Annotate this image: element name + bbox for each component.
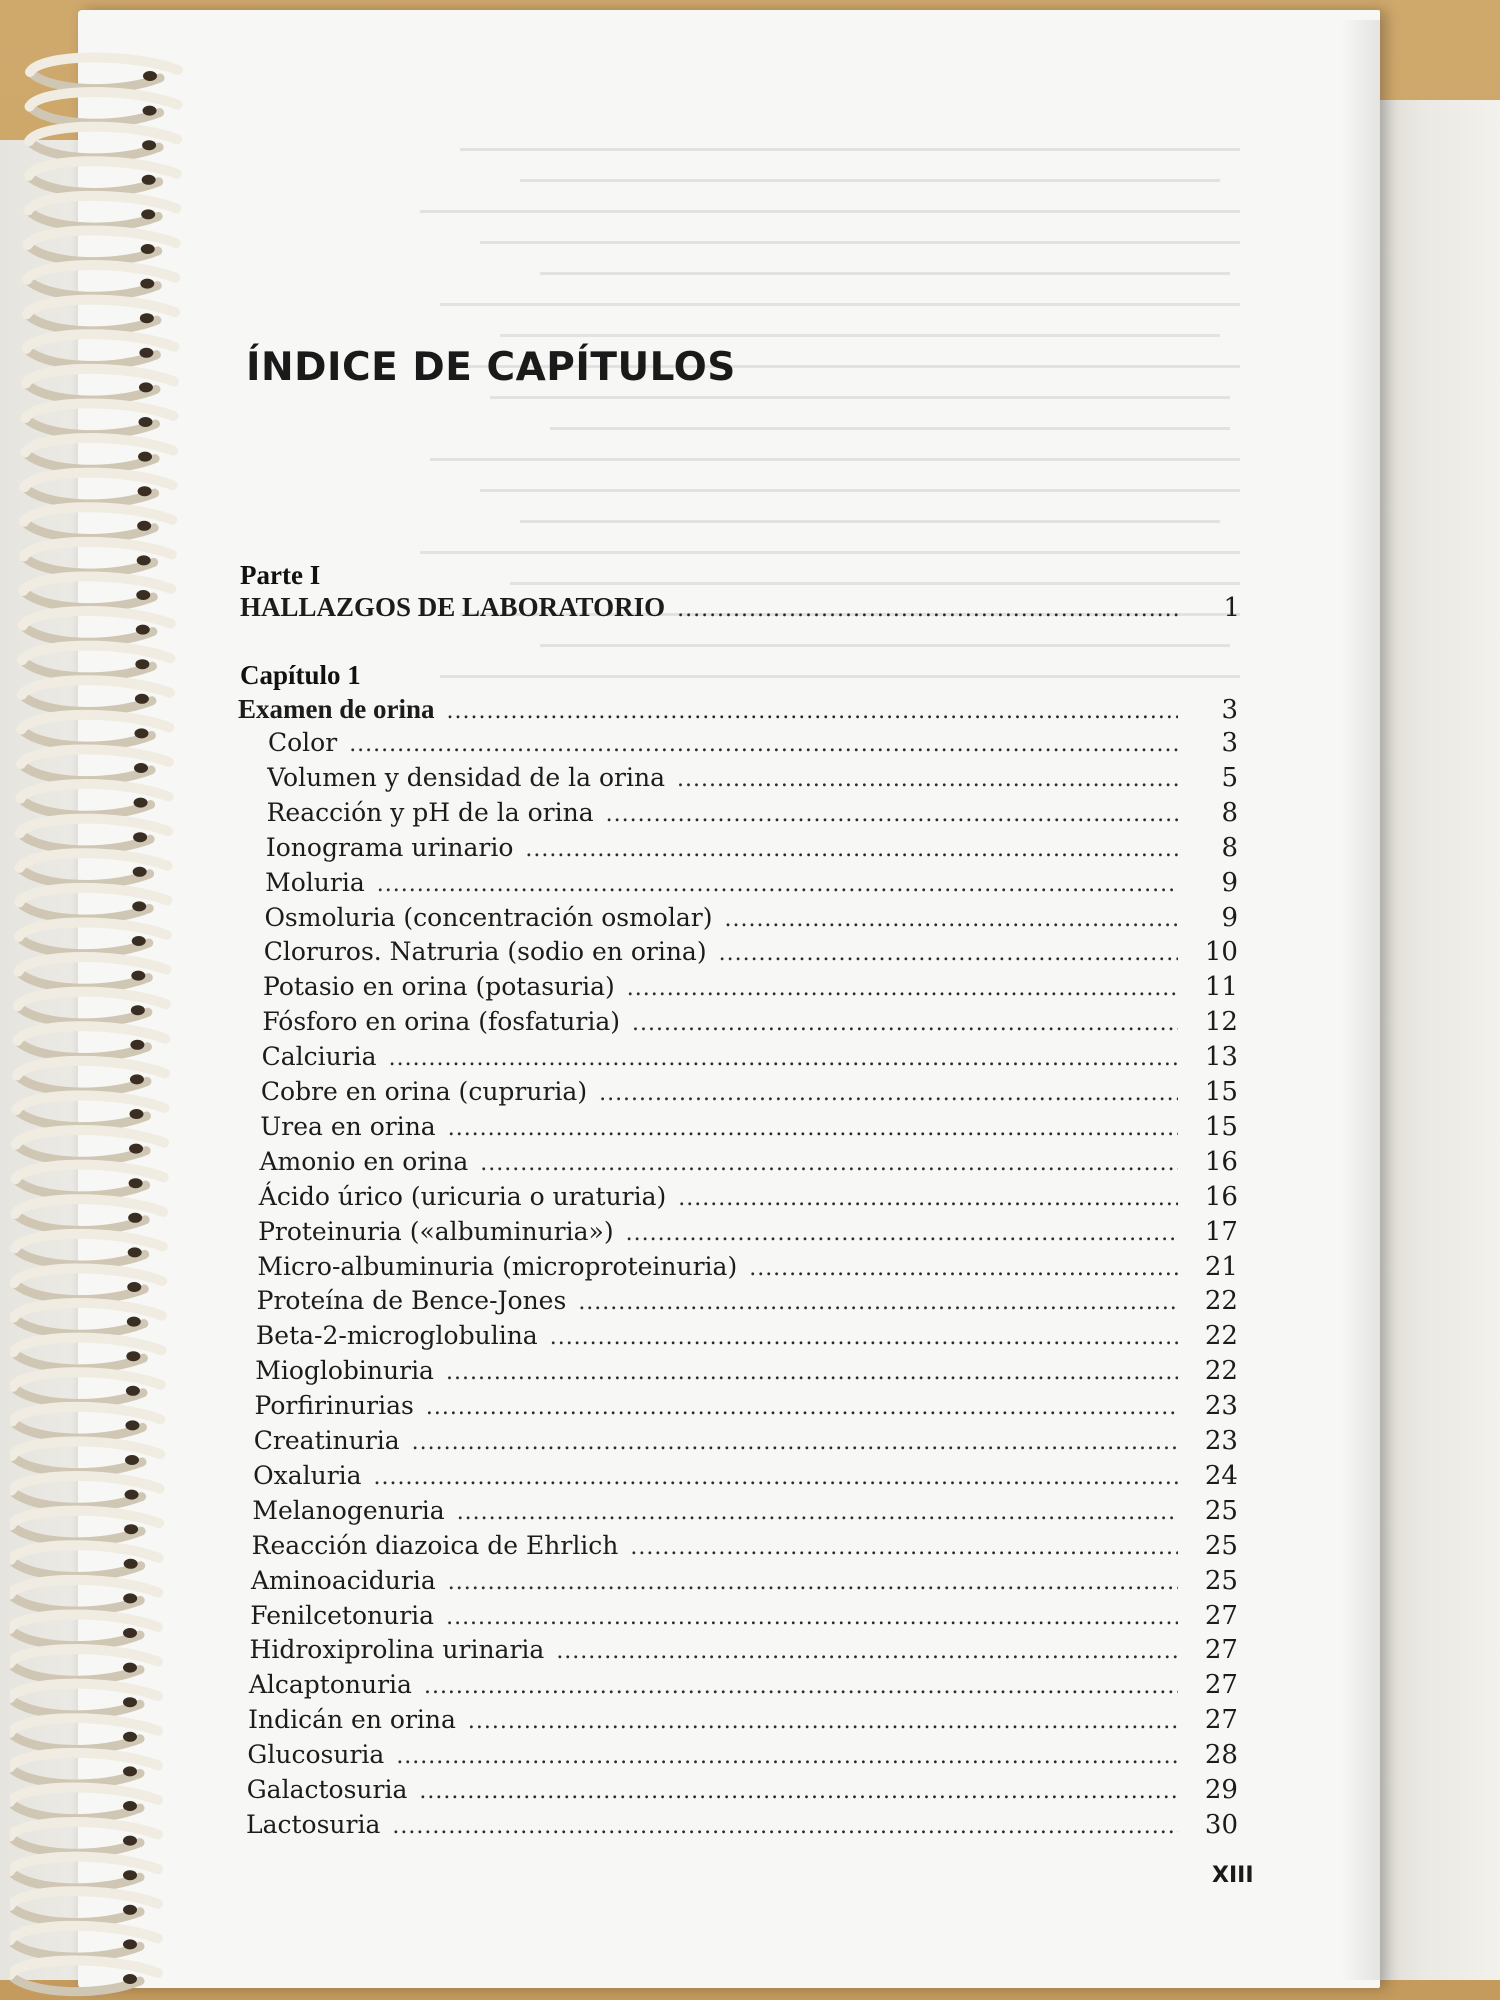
toc-entry-page: 9 bbox=[1221, 902, 1238, 933]
toc-entry[interactable] bbox=[252, 1531, 1238, 1561]
toc-entry-page: 25 bbox=[1204, 1565, 1238, 1596]
toc-entry-label: Ionograma urinario bbox=[265, 832, 514, 862]
leader-dots bbox=[446, 1607, 1178, 1629]
leader-dots bbox=[389, 1048, 1178, 1070]
part-entry[interactable] bbox=[240, 592, 1240, 623]
toc-entry-label: Reacción y pH de la orina bbox=[266, 797, 594, 827]
toc-entry[interactable] bbox=[253, 1461, 1238, 1491]
toc-entry-page: 29 bbox=[1204, 1775, 1238, 1805]
toc-entry-page: 9 bbox=[1221, 867, 1238, 898]
toc-entry-label: Porfirinurias bbox=[254, 1391, 414, 1421]
toc-entry-label: Amonio en orina bbox=[259, 1146, 469, 1176]
leader-dots bbox=[677, 599, 1180, 621]
toc-entry[interactable] bbox=[257, 1252, 1238, 1282]
leader-dots bbox=[677, 769, 1178, 791]
leader-dots bbox=[468, 1711, 1178, 1733]
toc-entry-page: 5 bbox=[1221, 762, 1238, 793]
toc-entry-page: 22 bbox=[1204, 1321, 1238, 1352]
toc-entry-page: 15 bbox=[1204, 1111, 1238, 1142]
toc-entry-page: 16 bbox=[1204, 1181, 1238, 1212]
leader-dots bbox=[550, 1327, 1178, 1349]
toc-entry[interactable] bbox=[268, 728, 1238, 758]
toc-entry[interactable] bbox=[255, 1391, 1238, 1421]
toc-entry-label: Cobre en orina (cupruria) bbox=[260, 1077, 588, 1106]
toc-entry-label: Micro-albuminuria (microproteinuria) bbox=[257, 1251, 738, 1281]
toc-entry-label: Moluria bbox=[265, 867, 365, 897]
leader-dots bbox=[448, 1572, 1178, 1594]
toc-entry[interactable] bbox=[247, 1775, 1238, 1805]
toc-entry-label: Cloruros. Natruria (sodio en orina) bbox=[263, 937, 707, 967]
toc-entry-label: Oxaluria bbox=[253, 1460, 362, 1490]
leader-dots bbox=[448, 1118, 1178, 1140]
toc-entry[interactable] bbox=[263, 972, 1238, 1002]
toc-entry[interactable] bbox=[255, 1356, 1238, 1386]
toc-entry-label: Alcaptonuria bbox=[248, 1670, 412, 1700]
leader-dots bbox=[412, 1432, 1178, 1454]
toc-entry-page: 11 bbox=[1204, 972, 1238, 1003]
toc-entry-page: 28 bbox=[1204, 1740, 1238, 1771]
page-title: ÍNDICE DE CAPÍTULOS bbox=[246, 345, 736, 390]
toc-entry[interactable] bbox=[262, 1007, 1238, 1037]
leader-dots bbox=[396, 1746, 1178, 1768]
toc-entry-page: 21 bbox=[1204, 1251, 1238, 1282]
toc-entry[interactable] bbox=[256, 1321, 1238, 1351]
toc-entry-page: 27 bbox=[1204, 1670, 1238, 1701]
toc-entry-label: Ácido úrico (uricuria o uraturia) bbox=[258, 1181, 667, 1211]
toc-entry[interactable] bbox=[260, 1112, 1238, 1142]
leader-dots bbox=[377, 874, 1178, 896]
toc-entry-page: 22 bbox=[1204, 1356, 1238, 1387]
toc-entry[interactable] bbox=[248, 1705, 1238, 1735]
leader-dots bbox=[374, 1467, 1178, 1489]
toc-entry[interactable] bbox=[261, 1077, 1238, 1107]
toc-entry-page: 27 bbox=[1204, 1600, 1238, 1631]
toc-entry-label: Osmoluria (concentración osmolar) bbox=[264, 902, 713, 932]
page-number: XIII bbox=[1212, 1863, 1254, 1888]
toc-entry-label: Fenilcetonuria bbox=[250, 1600, 435, 1630]
toc-entry-label: Hidroxiprolina urinaria bbox=[249, 1635, 545, 1665]
leader-dots bbox=[578, 1292, 1178, 1314]
leader-dots bbox=[446, 1362, 1178, 1384]
part-label: Parte I bbox=[240, 560, 321, 590]
toc-entry-label: Calciuria bbox=[261, 1042, 377, 1072]
toc-entry-page: 16 bbox=[1204, 1146, 1238, 1177]
chapter-entry[interactable] bbox=[238, 694, 1238, 725]
leader-dots bbox=[556, 1641, 1178, 1663]
toc-entry-label: Lactosuria bbox=[246, 1809, 381, 1839]
leader-dots bbox=[626, 1223, 1178, 1245]
toc-entry-label: Mioglobinuria bbox=[255, 1356, 434, 1386]
part-page: 1 bbox=[1223, 593, 1240, 623]
toc-entry[interactable] bbox=[249, 1670, 1238, 1700]
chapter-title: Examen de orina bbox=[238, 694, 435, 724]
toc-entry-label: Proteína de Bence-Jones bbox=[256, 1286, 567, 1316]
leader-dots bbox=[627, 978, 1178, 1000]
toc-entry-page: 24 bbox=[1204, 1460, 1238, 1491]
leader-dots bbox=[447, 701, 1178, 723]
toc-entry-page: 10 bbox=[1204, 937, 1238, 968]
leader-dots bbox=[678, 1188, 1178, 1210]
toc-entry-page: 23 bbox=[1204, 1391, 1238, 1422]
toc-entry[interactable] bbox=[266, 833, 1238, 863]
part-title: HALLAZGOS DE LABORATORIO bbox=[240, 592, 666, 622]
toc-entry-label: Urea en orina bbox=[260, 1111, 436, 1141]
toc-entry-label: Indicán en orina bbox=[248, 1705, 456, 1735]
toc-entry[interactable] bbox=[259, 1182, 1238, 1212]
toc-entry-label: Glucosuria bbox=[247, 1740, 385, 1770]
toc-entry[interactable] bbox=[265, 868, 1238, 898]
chapter-page: 3 bbox=[1221, 695, 1238, 725]
toc-entry[interactable] bbox=[262, 1042, 1238, 1072]
toc-entry-page: 23 bbox=[1204, 1426, 1238, 1456]
toc-entry-label: Reacción diazoica de Ehrlich bbox=[251, 1530, 619, 1560]
toc-entry-page: 8 bbox=[1221, 832, 1238, 863]
toc-entry-page: 8 bbox=[1221, 797, 1238, 828]
toc-entry-page: 13 bbox=[1204, 1042, 1238, 1073]
leader-dots bbox=[480, 1153, 1178, 1175]
toc-entry-page: 27 bbox=[1204, 1635, 1238, 1666]
toc-entry-label: Potasio en orina (potasuria) bbox=[263, 972, 615, 1002]
leader-dots bbox=[392, 1816, 1178, 1838]
leader-dots bbox=[719, 943, 1178, 965]
toc-entry[interactable] bbox=[250, 1601, 1238, 1631]
toc-entry[interactable] bbox=[246, 1810, 1238, 1840]
toc-entry[interactable] bbox=[264, 937, 1238, 967]
toc-entry-page: 27 bbox=[1204, 1705, 1238, 1736]
toc-entry-page: 17 bbox=[1204, 1216, 1238, 1247]
toc-entry-label: Color bbox=[268, 728, 338, 757]
toc-entry[interactable] bbox=[259, 1147, 1238, 1177]
toc-entry-label: Volumen y densidad de la orina bbox=[267, 762, 665, 792]
toc-entry-page: 12 bbox=[1204, 1007, 1238, 1038]
leader-dots bbox=[724, 909, 1178, 931]
leader-dots bbox=[419, 1781, 1178, 1803]
toc-entry-label: Fósforo en orina (fosfaturia) bbox=[262, 1007, 621, 1037]
toc-entry[interactable] bbox=[251, 1566, 1238, 1596]
leader-dots bbox=[349, 734, 1178, 756]
leader-dots bbox=[606, 804, 1178, 826]
toc-entry[interactable] bbox=[247, 1740, 1238, 1770]
toc-entry[interactable] bbox=[250, 1635, 1238, 1665]
toc-entry-page: 25 bbox=[1204, 1530, 1238, 1561]
toc-entry[interactable] bbox=[257, 1286, 1238, 1316]
leader-dots bbox=[599, 1083, 1178, 1105]
leader-dots bbox=[426, 1397, 1178, 1419]
leader-dots bbox=[424, 1676, 1178, 1698]
toc-entry-label: Melanogenuria bbox=[252, 1495, 445, 1525]
leader-dots bbox=[749, 1258, 1178, 1280]
toc-entry-page: 22 bbox=[1204, 1286, 1238, 1317]
toc-entry-page: 25 bbox=[1204, 1495, 1238, 1526]
leader-dots bbox=[525, 839, 1178, 861]
toc-entry-label: Proteinuria («albuminuria») bbox=[258, 1216, 614, 1246]
toc-entry-label: Creatinuria bbox=[253, 1426, 400, 1455]
toc-entry[interactable] bbox=[252, 1496, 1238, 1526]
toc-entry-label: Beta-2-microglobulina bbox=[255, 1321, 538, 1351]
leader-dots bbox=[630, 1537, 1178, 1559]
toc-entry[interactable] bbox=[258, 1217, 1238, 1247]
toc-entry[interactable] bbox=[267, 763, 1238, 793]
leader-dots bbox=[632, 1013, 1178, 1035]
toc-entry[interactable] bbox=[264, 903, 1238, 933]
toc-entry-page: 15 bbox=[1204, 1077, 1238, 1107]
toc-entry-label: Aminoaciduria bbox=[250, 1565, 436, 1595]
leader-dots bbox=[457, 1502, 1178, 1524]
toc-entry[interactable] bbox=[267, 798, 1238, 828]
toc-entry-page: 3 bbox=[1221, 728, 1238, 758]
toc-entry-page: 30 bbox=[1204, 1809, 1238, 1840]
chapter-label: Capítulo 1 bbox=[240, 660, 361, 690]
toc-entry-label: Galactosuria bbox=[246, 1775, 408, 1804]
toc-entry[interactable] bbox=[254, 1426, 1238, 1456]
